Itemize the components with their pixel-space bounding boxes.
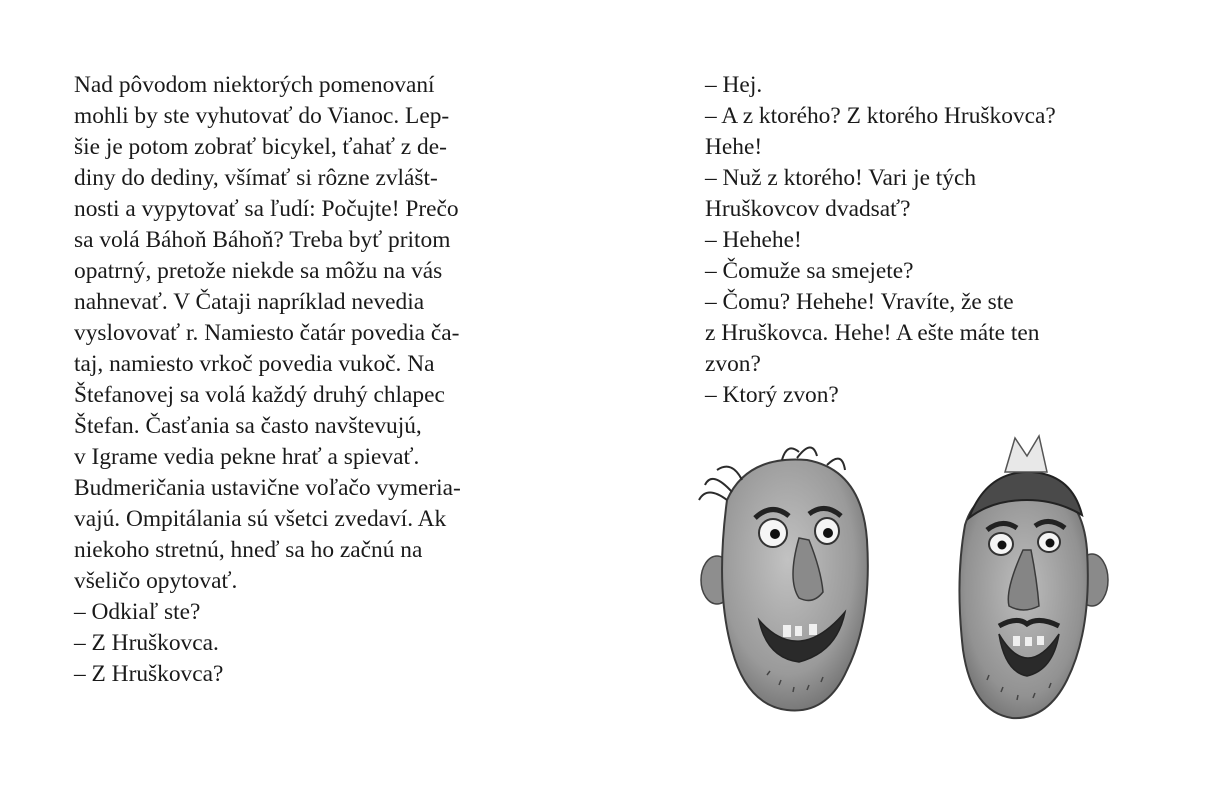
text-line: vajú. Ompitálania sú všetci zvedaví. Ak (74, 506, 447, 532)
text-line: Hehe! (705, 134, 763, 160)
text-line: vyslovovať r. Namiesto čatár povedia ča- (74, 320, 460, 346)
text-line: Štefanovej sa volá každý druhý chlapec (74, 382, 445, 408)
text-line: – Odkiaľ ste? (74, 599, 201, 625)
text-line: – Čomu? Hehehe! Vravíte, že ste (705, 289, 1014, 315)
right-face (959, 436, 1108, 718)
text-line: všeličo opytovať. (74, 568, 238, 594)
text-line: opatrný, pretože niekde sa môžu na vás (74, 258, 443, 284)
text-line: – Hej. (705, 72, 763, 98)
text-line: nahnevať. V Čataji napríklad nevedia (74, 289, 425, 315)
text-line: nosti a vypytovať sa ľudí: Počujte! Prečo (74, 196, 459, 222)
text-line: – Z Hruškovca. (74, 630, 219, 656)
text-line: – Hehehe! (705, 227, 802, 253)
text-line: v Igrame vedia pekne hrať a spievať. (74, 444, 420, 470)
text-line: – Z Hruškovca? (74, 661, 224, 687)
text-line: – Ktorý zvon? (705, 382, 839, 408)
text-line: Štefan. Časťania sa často navštevujú, (74, 413, 422, 439)
text-line: mohli by ste vyhutovať do Vianoc. Lep- (74, 103, 450, 129)
text-line: niekoho stretnú, hneď sa ho začnú na (74, 537, 423, 563)
two-faces-illustration (687, 430, 1147, 730)
text-line: taj, namiesto vrkoč povedia vukoč. Na (74, 351, 435, 377)
text-line: diny do dediny, všímať si rôzne zvlášt- (74, 165, 438, 191)
text-line: Nad pôvodom niektorých pomenovaní (74, 72, 435, 98)
text-line: šie je potom zobrať bicykel, ťahať z de- (74, 134, 447, 160)
text-line: – Čomuže sa smejete? (705, 258, 914, 284)
text-line: Budmeričania ustavične voľačo vymeria- (74, 475, 461, 501)
text-line: z Hruškovca. Hehe! A ešte máte ten (705, 320, 1040, 346)
left-face (699, 447, 868, 710)
right-page (612, 0, 1223, 800)
text-line: – A z ktorého? Z ktorého Hruškovca? (705, 103, 1056, 129)
text-line: sa volá Báhoň Báhoň? Treba byť pritom (74, 227, 451, 253)
text-line: zvon? (705, 351, 761, 377)
text-line: – Nuž z ktorého! Vari je tých (705, 165, 977, 191)
text-line: Hruškovcov dvadsať? (705, 196, 911, 222)
